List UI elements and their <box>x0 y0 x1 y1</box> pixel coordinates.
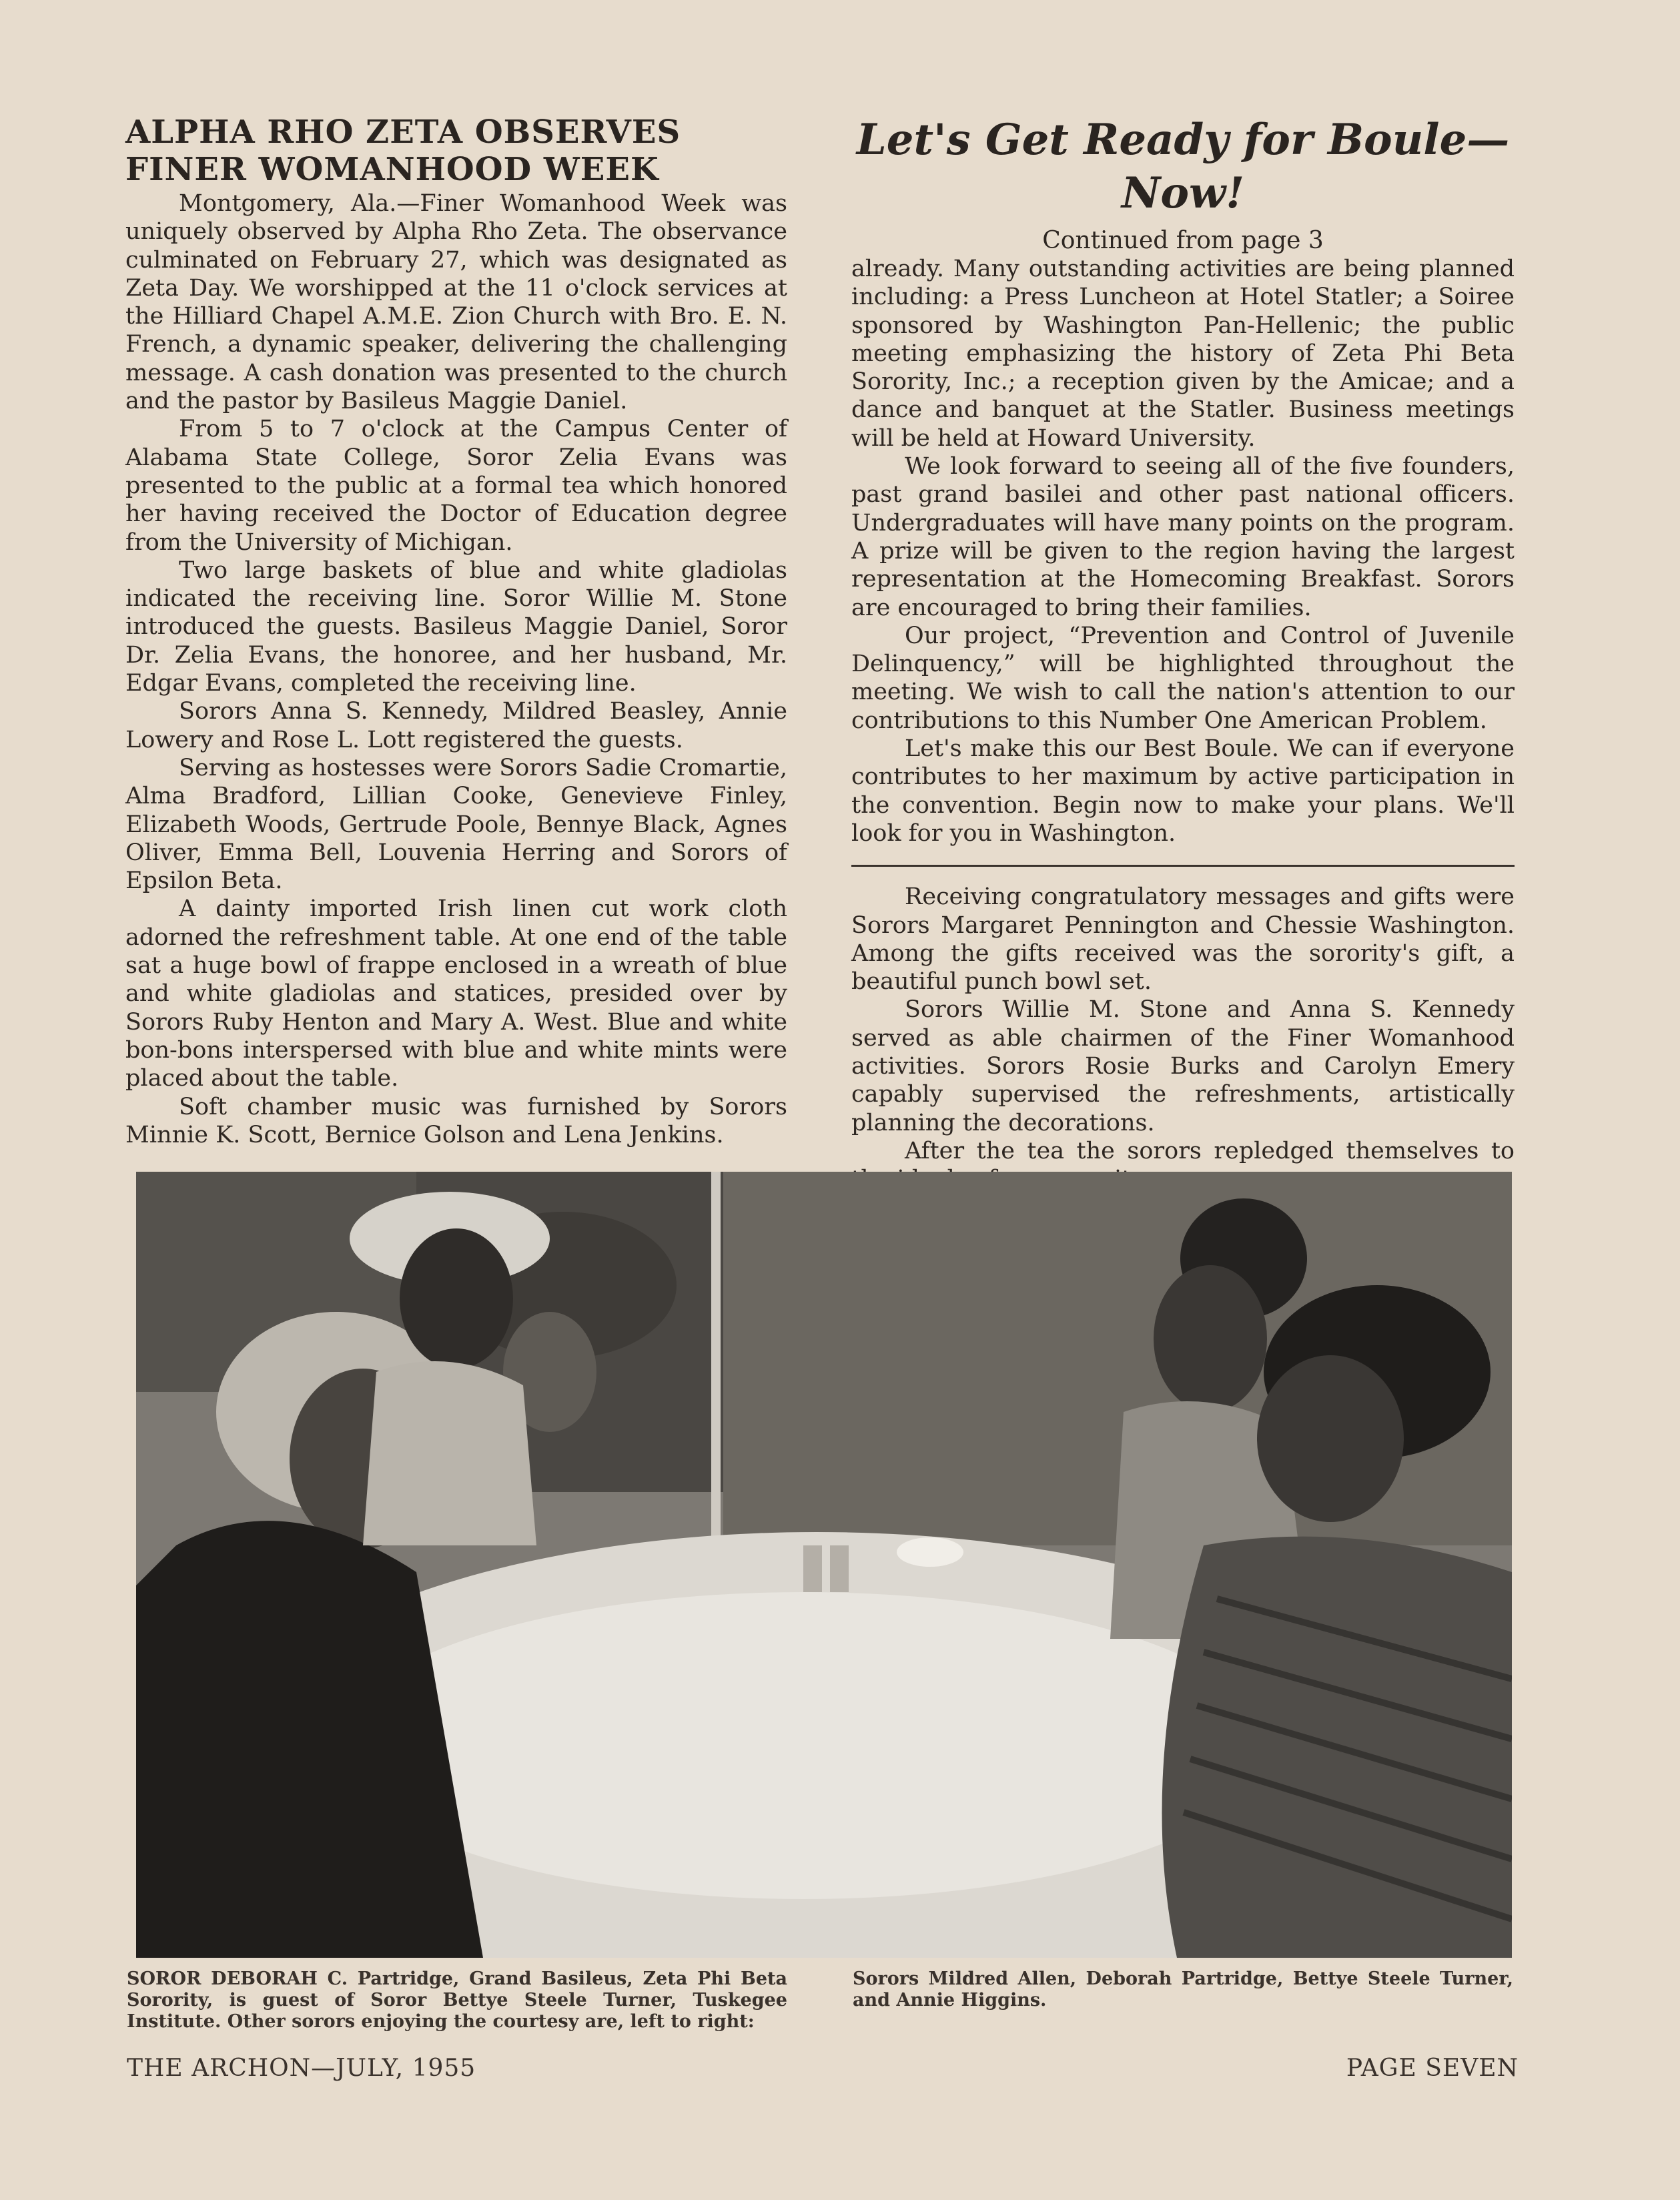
right-article-title: Let's Get Ready for Boule—Now! <box>856 115 1510 218</box>
continued-note: Continued from page 3 <box>1042 227 1324 254</box>
paragraph: Sorors Willie M. Stone and Anna S. Kennedy served as able chairmen of the Finer Womanhood activities. Sorors Rosie Burks and Carolyn Emery capably supervised the refreshments, artistically planning the decorations. <box>851 996 1515 1136</box>
paragraph: A dainty imported Irish linen cut work cloth adorned the refreshment table. At one end of the table sat a huge bowl of frappe enclosed in a wreath of blue and white gladiolas and statices, presided over by Sorors Ruby Henton and Mary A. West. Blue and white bon-bons interspersed with blue and white mints were placed about the table. <box>125 895 787 1092</box>
continuation-body <box>851 883 1515 1193</box>
paragraph: Let's make this our Best Boule. We can if everyone contributes to her maximum by active participation in the convention. Begin now to make your plans. We'll look for you in Washington. <box>851 735 1515 847</box>
left-article <box>125 113 787 1149</box>
paragraph: already. Many outstanding activities are being planned including: a Press Luncheon at Hotel Statler; a Soiree sponsored by Washington Pan-Hellenic; the public meeting emphasizing the history of Zeta Phi Beta Sorority, Inc.; a reception given by the Amicae; and a dance and banquet at the Statler. Business meetings will be held at Howard University. <box>851 256 1515 452</box>
photo-caption-left: SOROR DEBORAH C. Partridge, Grand Basileus, Zeta Phi Beta Sorority, is guest of Soror Bettye Steele Turner, Tuskegee Institute. Other sorors enjoying the courtesy are, left to right: <box>127 1968 787 2032</box>
paragraph: Soft chamber music was furnished by Sorors Minnie K. Scott, Bernice Golson and Lena Jenkins. <box>125 1093 787 1148</box>
photo-illustration <box>136 1172 1512 1958</box>
paragraph: Receiving congratulatory messages and gifts were Sorors Margaret Pennington and Chessie Washington. Among the gifts received was the sorority's gift, a beautiful punch bowl set. <box>851 883 1515 996</box>
paragraph: We look forward to seeing all of the five founders, past grand basilei and other past national officers. Undergraduates will have many points on the program. A prize will be given to the region having the largest representation at the Homecoming Breakfast. Sorors are encouraged to bring their families. <box>851 453 1515 621</box>
section-divider <box>851 865 1515 867</box>
right-article <box>851 113 1515 1194</box>
paragraph: Montgomery, Ala.—Finer Womanhood Week was uniquely observed by Alpha Rho Zeta. The observance culminated on February 27, which was designated as Zeta Day. We worshipped at the 11 o'clock services at the Hilliard Chapel A.M.E. Zion Church with Bro. E. N. French, a dynamic speaker, delivering the challenging message. A cash donation was presented to the church and the pastor by Basileus Maggie Daniel. <box>125 190 787 415</box>
photo-caption-right: Sorors Mildred Allen, Deborah Partridge, Bettye Steele Turner, and Annie Higgins. <box>853 1968 1513 2010</box>
page-number: PAGE SEVEN <box>1346 2055 1519 2082</box>
left-title-line2: FINER WOMANHOOD WEEK <box>125 151 659 188</box>
paragraph: After the tea the sorors repledged themselves to <box>905 1137 1515 1164</box>
paragraph: From 5 to 7 o'clock at the Campus Center of Alabama State College, Soror Zelia Evans was presented to the public at a formal tea which honored her having received the Doctor of Education degree from the University of Michigan. <box>125 416 787 556</box>
paragraph: Our project, “Prevention and Control of Juvenile Delinquency,” will be highlighted throughout the meeting. We wish to call the nation's attention to our contributions to this Number One American Problem. <box>851 622 1515 734</box>
left-article-title <box>125 113 787 188</box>
event-photograph <box>136 1172 1512 1958</box>
issue-footer: THE ARCHON—JULY, 1955 <box>127 2055 476 2082</box>
paragraph: Two large baskets of blue and white gladiolas indicated the receiving line. Soror Willie M. Stone introduced the guests. Basileus Maggie Daniel, Soror Dr. Zelia Evans, the honoree, and her husband, Mr. Edgar Evans, completed the receiving line. <box>125 557 787 697</box>
paragraph: Serving as hostesses were Sorors Sadie Cromartie, Alma Bradford, Lillian Cooke, Genevieve Finley, Elizabeth Woods, Gertrude Poole, Bennye Black, Agnes Oliver, Emma Bell, Louvenia Herring and Sorors of Epsilon Beta. <box>125 754 787 895</box>
right-article-body <box>851 255 1515 847</box>
left-title-line1: ALPHA RHO ZETA OBSERVES <box>125 113 681 151</box>
left-article-body <box>125 190 787 1149</box>
paragraph: Sorors Anna S. Kennedy, Mildred Beasley, Annie Lowery and Rose L. Lott registered the guests. <box>125 698 787 753</box>
